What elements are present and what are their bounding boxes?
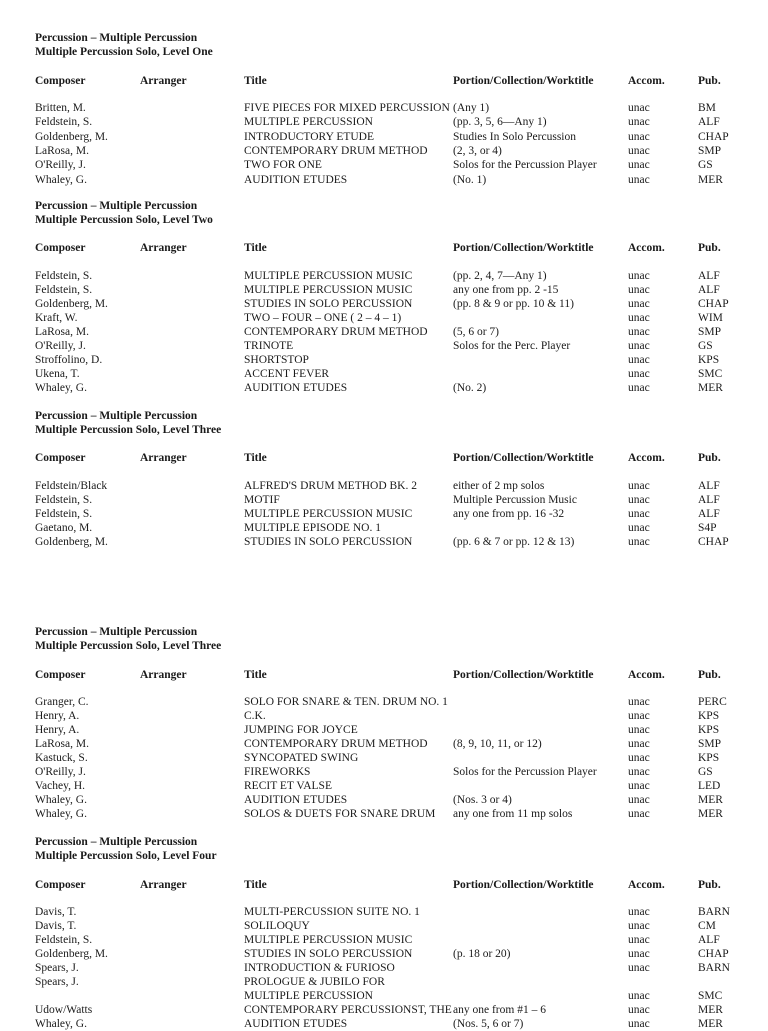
accom-cell: unac	[628, 990, 650, 1002]
title-cell: MULTIPLE PERCUSSION MUSIC	[244, 508, 413, 520]
table-row	[0, 947, 768, 961]
accom-cell: unac	[628, 1004, 650, 1016]
portion-cell: (5, 6 or 7)	[453, 326, 499, 338]
pub-cell: LED	[698, 780, 721, 792]
title-cell: AUDITION ETUDES	[244, 382, 348, 394]
composer-cell: Davis, T.	[35, 906, 77, 918]
accom-cell: unac	[628, 130, 650, 143]
composer-cell: Spears, J.	[35, 976, 79, 988]
title-cell: TWO – FOUR – ONE ( 2 – 4 – 1)	[244, 312, 402, 324]
section-level: Multiple Percussion Solo, Level Three	[35, 424, 222, 436]
accom-cell: unac	[628, 354, 650, 366]
table-row	[0, 353, 768, 367]
table-row	[0, 101, 768, 115]
table-row	[0, 989, 768, 1003]
table-row	[0, 975, 768, 989]
pub-cell: SMP	[698, 738, 722, 750]
composer-cell: Feldstein, S.	[35, 494, 93, 506]
accom-cell: unac	[628, 962, 650, 974]
accom-cell: unac	[628, 312, 650, 324]
table-row	[0, 115, 768, 129]
table-row	[0, 311, 768, 325]
table-row	[0, 751, 768, 765]
pub-cell: MER	[698, 173, 723, 186]
title-cell: FIVE PIECES FOR MIXED PERCUSSION	[244, 102, 450, 114]
pub-cell: CHAP	[698, 536, 729, 548]
title-cell: CONTEMPORARY PERCUSSIONST, THE	[244, 1004, 452, 1016]
table-row	[0, 507, 768, 521]
table-row	[0, 130, 768, 144]
pub-cell: ALF	[698, 934, 720, 946]
title-cell: SHORTSTOP	[244, 354, 309, 366]
portion-cell: any one from pp. 16 -32	[453, 508, 565, 520]
title-cell: SOLOS & DUETS FOR SNARE DRUM	[244, 808, 436, 820]
pub-cell: GS	[698, 340, 713, 352]
table-row	[0, 269, 768, 283]
accom-cell: unac	[628, 144, 650, 157]
composer-cell: Whaley, G.	[35, 173, 87, 186]
table-row	[0, 905, 768, 919]
composer-cell: Whaley, G.	[35, 794, 87, 806]
column-header-composer: Composer	[35, 669, 86, 681]
portion-cell: Solos for the Percussion Player	[453, 159, 597, 172]
title-cell: CONTEMPORARY DRUM METHOD	[244, 144, 428, 157]
composer-cell: Spears, J.	[35, 962, 79, 974]
accom-cell: unac	[628, 159, 650, 172]
pub-cell: KPS	[698, 354, 720, 366]
composer-cell: LaRosa, M.	[35, 326, 89, 338]
pub-cell: KPS	[698, 710, 720, 722]
title-cell: JUMPING FOR JOYCE	[244, 724, 358, 736]
table-row	[0, 339, 768, 353]
title-cell: SYNCOPATED SWING	[244, 752, 359, 764]
section-level: Multiple Percussion Solo, Level One	[35, 46, 213, 58]
portion-cell: (pp. 2, 4, 7—Any 1)	[453, 270, 547, 282]
column-header-title: Title	[244, 669, 267, 681]
column-header-pub: Pub.	[698, 242, 721, 254]
composer-cell: Ukena, T.	[35, 368, 80, 380]
section-category: Percussion – Multiple Percussion	[35, 626, 198, 638]
accom-cell: unac	[628, 382, 650, 394]
pub-cell: ALF	[698, 270, 720, 282]
section-category: Percussion – Multiple Percussion	[35, 836, 198, 848]
title-cell: CONTEMPORARY DRUM METHOD	[244, 738, 428, 750]
table-row	[0, 1017, 768, 1031]
portion-cell: (Nos. 5, 6 or 7)	[453, 1018, 524, 1030]
column-header-title: Title	[244, 452, 267, 464]
pub-cell: CHAP	[698, 298, 729, 310]
composer-cell: Stroffolino, D.	[35, 354, 103, 366]
accom-cell: unac	[628, 116, 650, 129]
composer-cell: Feldstein, S.	[35, 934, 93, 946]
accom-cell: unac	[628, 326, 650, 338]
column-header-accom: Accom.	[628, 75, 665, 87]
pub-cell: SMC	[698, 368, 723, 380]
composer-cell: Vachey, H.	[35, 780, 86, 792]
column-header-composer: Composer	[35, 242, 86, 254]
portion-cell: (pp. 6 & 7 or pp. 12 & 13)	[453, 536, 575, 548]
table-row	[0, 158, 768, 172]
column-header-accom: Accom.	[628, 669, 665, 681]
pub-cell: MER	[698, 1018, 723, 1030]
column-header-composer: Composer	[35, 452, 86, 464]
composer-cell: Henry, A.	[35, 724, 80, 736]
title-cell: TWO FOR ONE	[244, 159, 322, 172]
accom-cell: unac	[628, 1018, 650, 1030]
table-row	[0, 961, 768, 975]
composer-cell: Kastuck, S.	[35, 752, 88, 764]
accom-cell: unac	[628, 508, 650, 520]
table-row	[0, 765, 768, 779]
portion-cell: (pp. 8 & 9 or pp. 10 & 11)	[453, 298, 574, 310]
column-header-arranger: Arranger	[140, 452, 187, 464]
section-heading	[35, 31, 213, 59]
accom-cell: unac	[628, 522, 650, 534]
column-header-title: Title	[244, 242, 267, 254]
section-heading	[35, 199, 213, 227]
title-cell: AUDITION ETUDES	[244, 794, 348, 806]
title-cell: INTRODUCTORY ETUDE	[244, 130, 375, 143]
accom-cell: unac	[628, 494, 650, 506]
pub-cell: SMC	[698, 990, 723, 1002]
portion-cell: (No. 1)	[453, 173, 487, 186]
accom-cell: unac	[628, 920, 650, 932]
composer-cell: Goldenberg, M.	[35, 298, 108, 310]
table-row	[0, 144, 768, 158]
table-row	[0, 535, 768, 549]
title-cell: TRINOTE	[244, 340, 294, 352]
table-row	[0, 709, 768, 723]
accom-cell: unac	[628, 696, 650, 708]
composer-cell: Henry, A.	[35, 710, 80, 722]
column-header-portion: Portion/Collection/Worktitle	[453, 75, 594, 87]
pub-cell: MER	[698, 382, 723, 394]
portion-cell: (Any 1)	[453, 102, 490, 114]
title-cell: CONTEMPORARY DRUM METHOD	[244, 326, 428, 338]
composer-cell: Britten, M.	[35, 102, 86, 114]
portion-cell: (8, 9, 10, 11, or 12)	[453, 738, 542, 750]
composer-cell: LaRosa, M.	[35, 144, 89, 157]
column-header-composer: Composer	[35, 75, 86, 87]
column-header-portion: Portion/Collection/Worktitle	[453, 242, 594, 254]
title-cell: SOLO FOR SNARE & TEN. DRUM NO. 1	[244, 696, 448, 708]
title-cell: STUDIES IN SOLO PERCUSSION	[244, 536, 413, 548]
pub-cell: ALF	[698, 116, 720, 129]
table-row	[0, 723, 768, 737]
composer-cell: Davis, T.	[35, 920, 77, 932]
column-header-pub: Pub.	[698, 452, 721, 464]
accom-cell: unac	[628, 766, 650, 778]
pub-cell: MER	[698, 794, 723, 806]
pub-cell: KPS	[698, 724, 720, 736]
composer-cell: O'Reilly, J.	[35, 340, 86, 352]
composer-cell: Kraft, W.	[35, 312, 78, 324]
pub-cell: WIM	[698, 312, 723, 324]
portion-cell: Solos for the Perc. Player	[453, 340, 571, 352]
accom-cell: unac	[628, 270, 650, 282]
composer-cell: O'Reilly, J.	[35, 766, 86, 778]
column-header-portion: Portion/Collection/Worktitle	[453, 669, 594, 681]
portion-cell: (2, 3, or 4)	[453, 144, 502, 157]
title-cell: PROLOGUE & JUBILO FOR	[244, 976, 385, 988]
accom-cell: unac	[628, 536, 650, 548]
composer-cell: Whaley, G.	[35, 808, 87, 820]
pub-cell: SMP	[698, 144, 722, 157]
pub-cell: ALF	[698, 508, 720, 520]
composer-cell: O'Reilly, J.	[35, 159, 86, 172]
column-header-arranger: Arranger	[140, 879, 187, 891]
composer-cell: LaRosa, M.	[35, 738, 89, 750]
title-cell: STUDIES IN SOLO PERCUSSION	[244, 948, 413, 960]
accom-cell: unac	[628, 480, 650, 492]
table-row	[0, 479, 768, 493]
accom-cell: unac	[628, 780, 650, 792]
table-row	[0, 325, 768, 339]
section-heading	[35, 835, 217, 863]
pub-cell: BM	[698, 102, 716, 114]
composer-cell: Udow/Watts	[35, 1004, 93, 1016]
section-category: Percussion – Multiple Percussion	[35, 200, 198, 212]
portion-cell: any one from #1 – 6	[453, 1004, 546, 1016]
portion-cell: either of 2 mp solos	[453, 480, 545, 492]
title-cell: ALFRED'S DRUM METHOD BK. 2	[244, 480, 417, 492]
pub-cell: GS	[698, 159, 713, 172]
portion-cell: Studies In Solo Percussion	[453, 130, 576, 143]
accom-cell: unac	[628, 710, 650, 722]
title-cell: AUDITION ETUDES	[244, 1018, 348, 1030]
title-cell: MULTIPLE PERCUSSION MUSIC	[244, 934, 413, 946]
column-header-pub: Pub.	[698, 75, 721, 87]
table-row	[0, 367, 768, 381]
section-category: Percussion – Multiple Percussion	[35, 32, 198, 44]
table-row	[0, 737, 768, 751]
pub-cell: PERC	[698, 696, 727, 708]
title-cell: FIREWORKS	[244, 766, 311, 778]
title-cell: MULTIPLE PERCUSSION MUSIC	[244, 270, 413, 282]
composer-cell: Feldstein/Black	[35, 480, 108, 492]
accom-cell: unac	[628, 808, 650, 820]
table-row	[0, 919, 768, 933]
pub-cell: GS	[698, 766, 713, 778]
accom-cell: unac	[628, 173, 650, 186]
table-row	[0, 793, 768, 807]
accom-cell: unac	[628, 102, 650, 114]
column-header-pub: Pub.	[698, 669, 721, 681]
title-cell: SOLILOQUY	[244, 920, 310, 932]
table-row	[0, 779, 768, 793]
composer-cell: Feldstein, S.	[35, 508, 93, 520]
section-level: Multiple Percussion Solo, Level Two	[35, 214, 213, 226]
title-cell: MULTI-PERCUSSION SUITE NO. 1	[244, 906, 420, 918]
title-cell: MULTIPLE PERCUSSION	[244, 990, 373, 1002]
table-row	[0, 807, 768, 821]
title-cell: MULTIPLE PERCUSSION	[244, 116, 373, 129]
portion-cell: any one from 11 mp solos	[453, 808, 573, 820]
column-header-pub: Pub.	[698, 879, 721, 891]
title-cell: MULTIPLE EPISODE NO. 1	[244, 522, 381, 534]
pub-cell: CHAP	[698, 130, 729, 143]
pub-cell: S4P	[698, 522, 717, 534]
portion-cell: (pp. 3, 5, 6—Any 1)	[453, 116, 547, 129]
table-row	[0, 695, 768, 709]
pub-cell: ALF	[698, 480, 720, 492]
portion-cell: Multiple Percussion Music	[453, 494, 577, 506]
composer-cell: Feldstein, S.	[35, 116, 93, 129]
column-header-accom: Accom.	[628, 879, 665, 891]
table-row	[0, 1003, 768, 1017]
column-header-accom: Accom.	[628, 242, 665, 254]
title-cell: AUDITION ETUDES	[244, 173, 348, 186]
title-cell: STUDIES IN SOLO PERCUSSION	[244, 298, 413, 310]
composer-cell: Goldenberg, M.	[35, 536, 108, 548]
table-row	[0, 297, 768, 311]
accom-cell: unac	[628, 368, 650, 380]
column-header-title: Title	[244, 75, 267, 87]
table-row	[0, 493, 768, 507]
portion-cell: (p. 18 or 20)	[453, 948, 511, 960]
accom-cell: unac	[628, 794, 650, 806]
column-header-arranger: Arranger	[140, 669, 187, 681]
column-header-arranger: Arranger	[140, 242, 187, 254]
portion-cell: Solos for the Percussion Player	[453, 766, 597, 778]
column-header-arranger: Arranger	[140, 75, 187, 87]
pub-cell: BARN	[698, 962, 730, 974]
pub-cell: BARN	[698, 906, 730, 918]
section-level: Multiple Percussion Solo, Level Four	[35, 850, 217, 862]
table-row	[0, 173, 768, 187]
section-heading	[35, 409, 221, 437]
accom-cell: unac	[628, 948, 650, 960]
pub-cell: SMP	[698, 326, 722, 338]
title-cell: RECIT ET VALSE	[244, 780, 332, 792]
portion-cell: (Nos. 3 or 4)	[453, 794, 512, 806]
composer-cell: Goldenberg, M.	[35, 130, 108, 143]
pub-cell: KPS	[698, 752, 720, 764]
column-header-composer: Composer	[35, 879, 86, 891]
table-row	[0, 283, 768, 297]
composer-cell: Whaley, G.	[35, 1018, 87, 1030]
accom-cell: unac	[628, 738, 650, 750]
section-heading	[35, 625, 221, 653]
column-header-portion: Portion/Collection/Worktitle	[453, 452, 594, 464]
composer-cell: Gaetano, M.	[35, 522, 93, 534]
composer-cell: Feldstein, S.	[35, 270, 93, 282]
pub-cell: MER	[698, 1004, 723, 1016]
portion-cell: (No. 2)	[453, 382, 487, 394]
column-header-portion: Portion/Collection/Worktitle	[453, 879, 594, 891]
title-cell: ACCENT FEVER	[244, 368, 330, 380]
composer-cell: Goldenberg, M.	[35, 948, 108, 960]
column-header-accom: Accom.	[628, 452, 665, 464]
accom-cell: unac	[628, 284, 650, 296]
composer-cell: Granger, C.	[35, 696, 89, 708]
table-row	[0, 521, 768, 535]
pub-cell: ALF	[698, 284, 720, 296]
title-cell: MOTIF	[244, 494, 280, 506]
accom-cell: unac	[628, 934, 650, 946]
table-row	[0, 381, 768, 395]
accom-cell: unac	[628, 906, 650, 918]
portion-cell: any one from pp. 2 -15	[453, 284, 559, 296]
composer-cell: Feldstein, S.	[35, 284, 93, 296]
column-header-title: Title	[244, 879, 267, 891]
accom-cell: unac	[628, 752, 650, 764]
composer-cell: Whaley, G.	[35, 382, 87, 394]
title-cell: INTRODUCTION & FURIOSO	[244, 962, 395, 974]
accom-cell: unac	[628, 340, 650, 352]
pub-cell: MER	[698, 808, 723, 820]
accom-cell: unac	[628, 724, 650, 736]
pub-cell: CM	[698, 920, 716, 932]
pub-cell: ALF	[698, 494, 720, 506]
accom-cell: unac	[628, 298, 650, 310]
pub-cell: CHAP	[698, 948, 729, 960]
title-cell: MULTIPLE PERCUSSION MUSIC	[244, 284, 413, 296]
table-row	[0, 933, 768, 947]
section-level: Multiple Percussion Solo, Level Three	[35, 640, 222, 652]
title-cell: C.K.	[244, 710, 266, 722]
section-category: Percussion – Multiple Percussion	[35, 410, 198, 422]
